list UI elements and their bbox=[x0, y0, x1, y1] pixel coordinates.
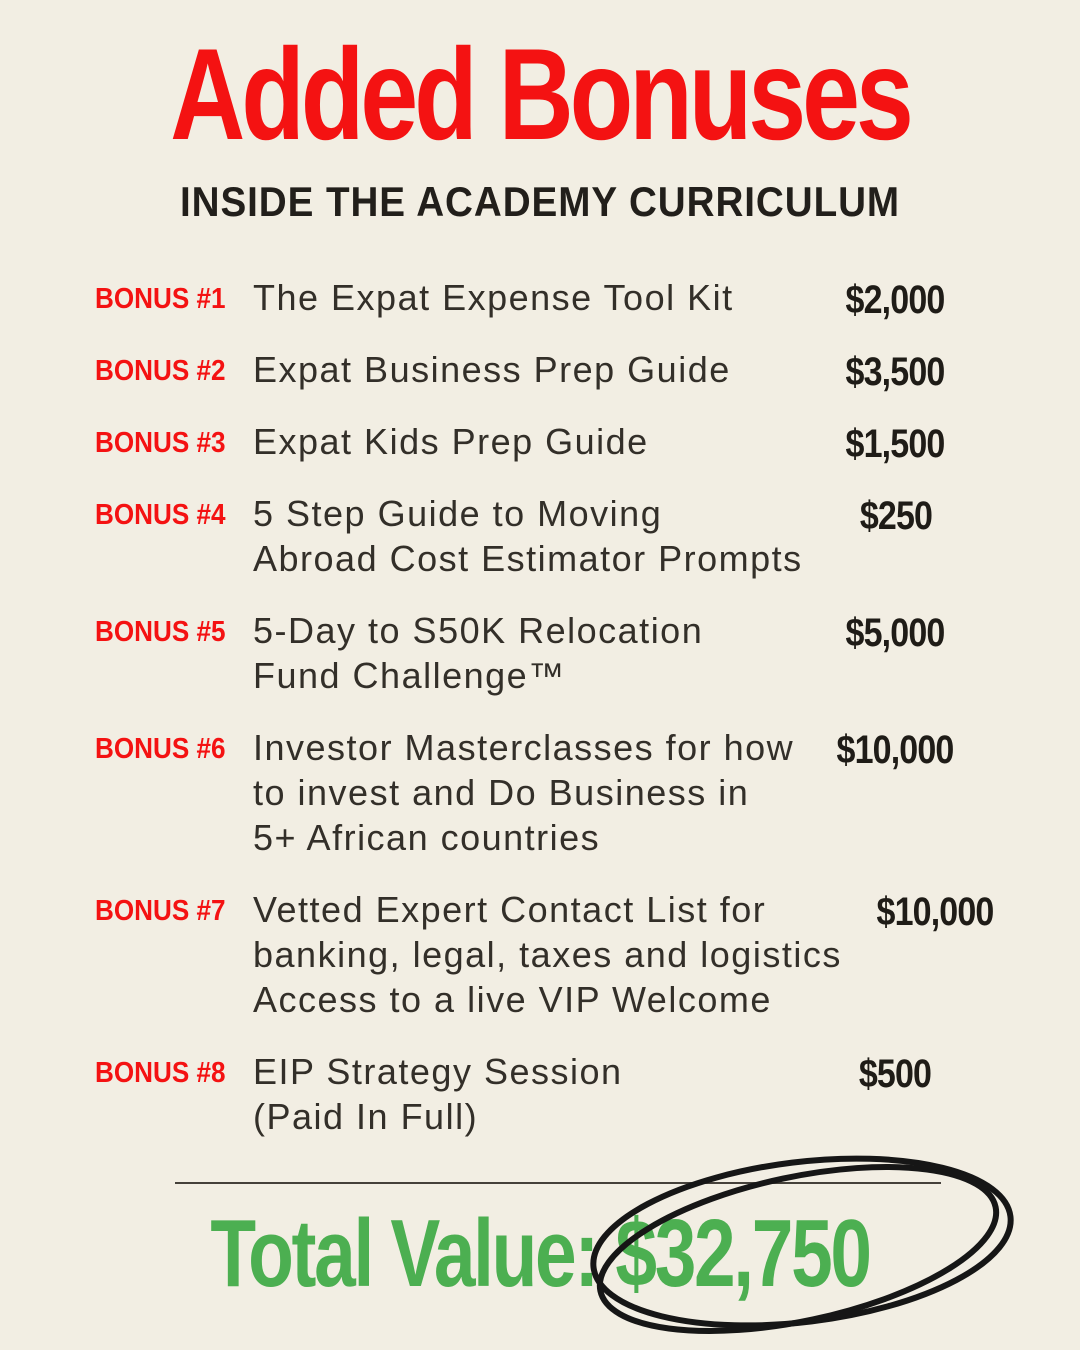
bonus-row-6 bbox=[95, 725, 980, 860]
bonus-description bbox=[253, 887, 842, 1022]
bonus-row-5 bbox=[95, 608, 980, 698]
bonus-label: BONUS #5 bbox=[95, 615, 226, 648]
description-line: Expat Business Prep Guide bbox=[253, 348, 731, 390]
bonus-list bbox=[95, 275, 994, 1139]
description-line: to invest and Do Business in bbox=[253, 771, 750, 813]
description-line: Expat Kids Prep Guide bbox=[253, 420, 649, 462]
bonus-label: BONUS #6 bbox=[95, 732, 226, 765]
bonus-value: $2,000 bbox=[845, 277, 945, 322]
bonus-label: BONUS #4 bbox=[95, 498, 226, 531]
bonus-value: $10,000 bbox=[876, 889, 994, 934]
bonus-description bbox=[253, 725, 802, 860]
page-title: Added Bonuses bbox=[170, 21, 910, 167]
bonus-row-2 bbox=[95, 347, 980, 392]
page-subtitle: INSIDE THE ACADEMY CURRICULUM bbox=[179, 177, 901, 225]
bonus-value: $1,500 bbox=[845, 421, 945, 466]
bonus-value: $10,000 bbox=[836, 727, 954, 772]
total-label: Total Value: bbox=[210, 1199, 597, 1307]
bonus-description bbox=[253, 608, 802, 698]
description-line: Fund Challenge™ bbox=[253, 654, 566, 696]
bonus-value: $5,000 bbox=[845, 610, 945, 655]
description-line: Vetted Expert Contact List for bbox=[253, 888, 767, 930]
description-line: EIP Strategy Session bbox=[253, 1050, 623, 1092]
description-line: (Paid In Full) bbox=[253, 1095, 479, 1137]
total-amount: $32,750 bbox=[615, 1199, 870, 1307]
description-line: Abroad Cost Estimator Prompts bbox=[253, 537, 803, 579]
bonus-row-4 bbox=[95, 491, 980, 581]
bonus-label: BONUS #1 bbox=[95, 282, 226, 315]
description-line: Investor Masterclasses for how bbox=[253, 726, 795, 768]
bonus-description bbox=[253, 419, 802, 464]
bonus-value: $500 bbox=[858, 1051, 932, 1096]
bonus-description bbox=[253, 347, 802, 392]
bonus-description bbox=[253, 1049, 802, 1139]
bonus-row-3 bbox=[95, 419, 980, 464]
bonus-label: BONUS #3 bbox=[95, 426, 226, 459]
description-line: 5-Day to S50K Relocation bbox=[253, 609, 704, 651]
bonus-row-8 bbox=[95, 1049, 980, 1139]
bonus-label: BONUS #2 bbox=[95, 354, 226, 387]
total-value-line bbox=[119, 1199, 961, 1307]
description-line: Access to a live VIP Welcome bbox=[253, 978, 772, 1020]
bonus-label: BONUS #7 bbox=[95, 894, 226, 927]
bonus-label: BONUS #8 bbox=[95, 1056, 226, 1089]
bonus-description bbox=[253, 275, 802, 320]
bonus-value: $3,500 bbox=[845, 349, 945, 394]
bonus-row-1 bbox=[95, 275, 980, 320]
description-line: 5+ African countries bbox=[253, 816, 601, 858]
description-line: banking, legal, taxes and logistics bbox=[253, 933, 842, 975]
description-line: The Expat Expense Tool Kit bbox=[253, 276, 734, 318]
bonus-row-7 bbox=[95, 887, 994, 1022]
divider-line bbox=[175, 1182, 941, 1184]
bonus-description bbox=[253, 491, 803, 581]
bonus-value: $250 bbox=[859, 493, 932, 538]
description-line: 5 Step Guide to Moving bbox=[253, 492, 663, 534]
